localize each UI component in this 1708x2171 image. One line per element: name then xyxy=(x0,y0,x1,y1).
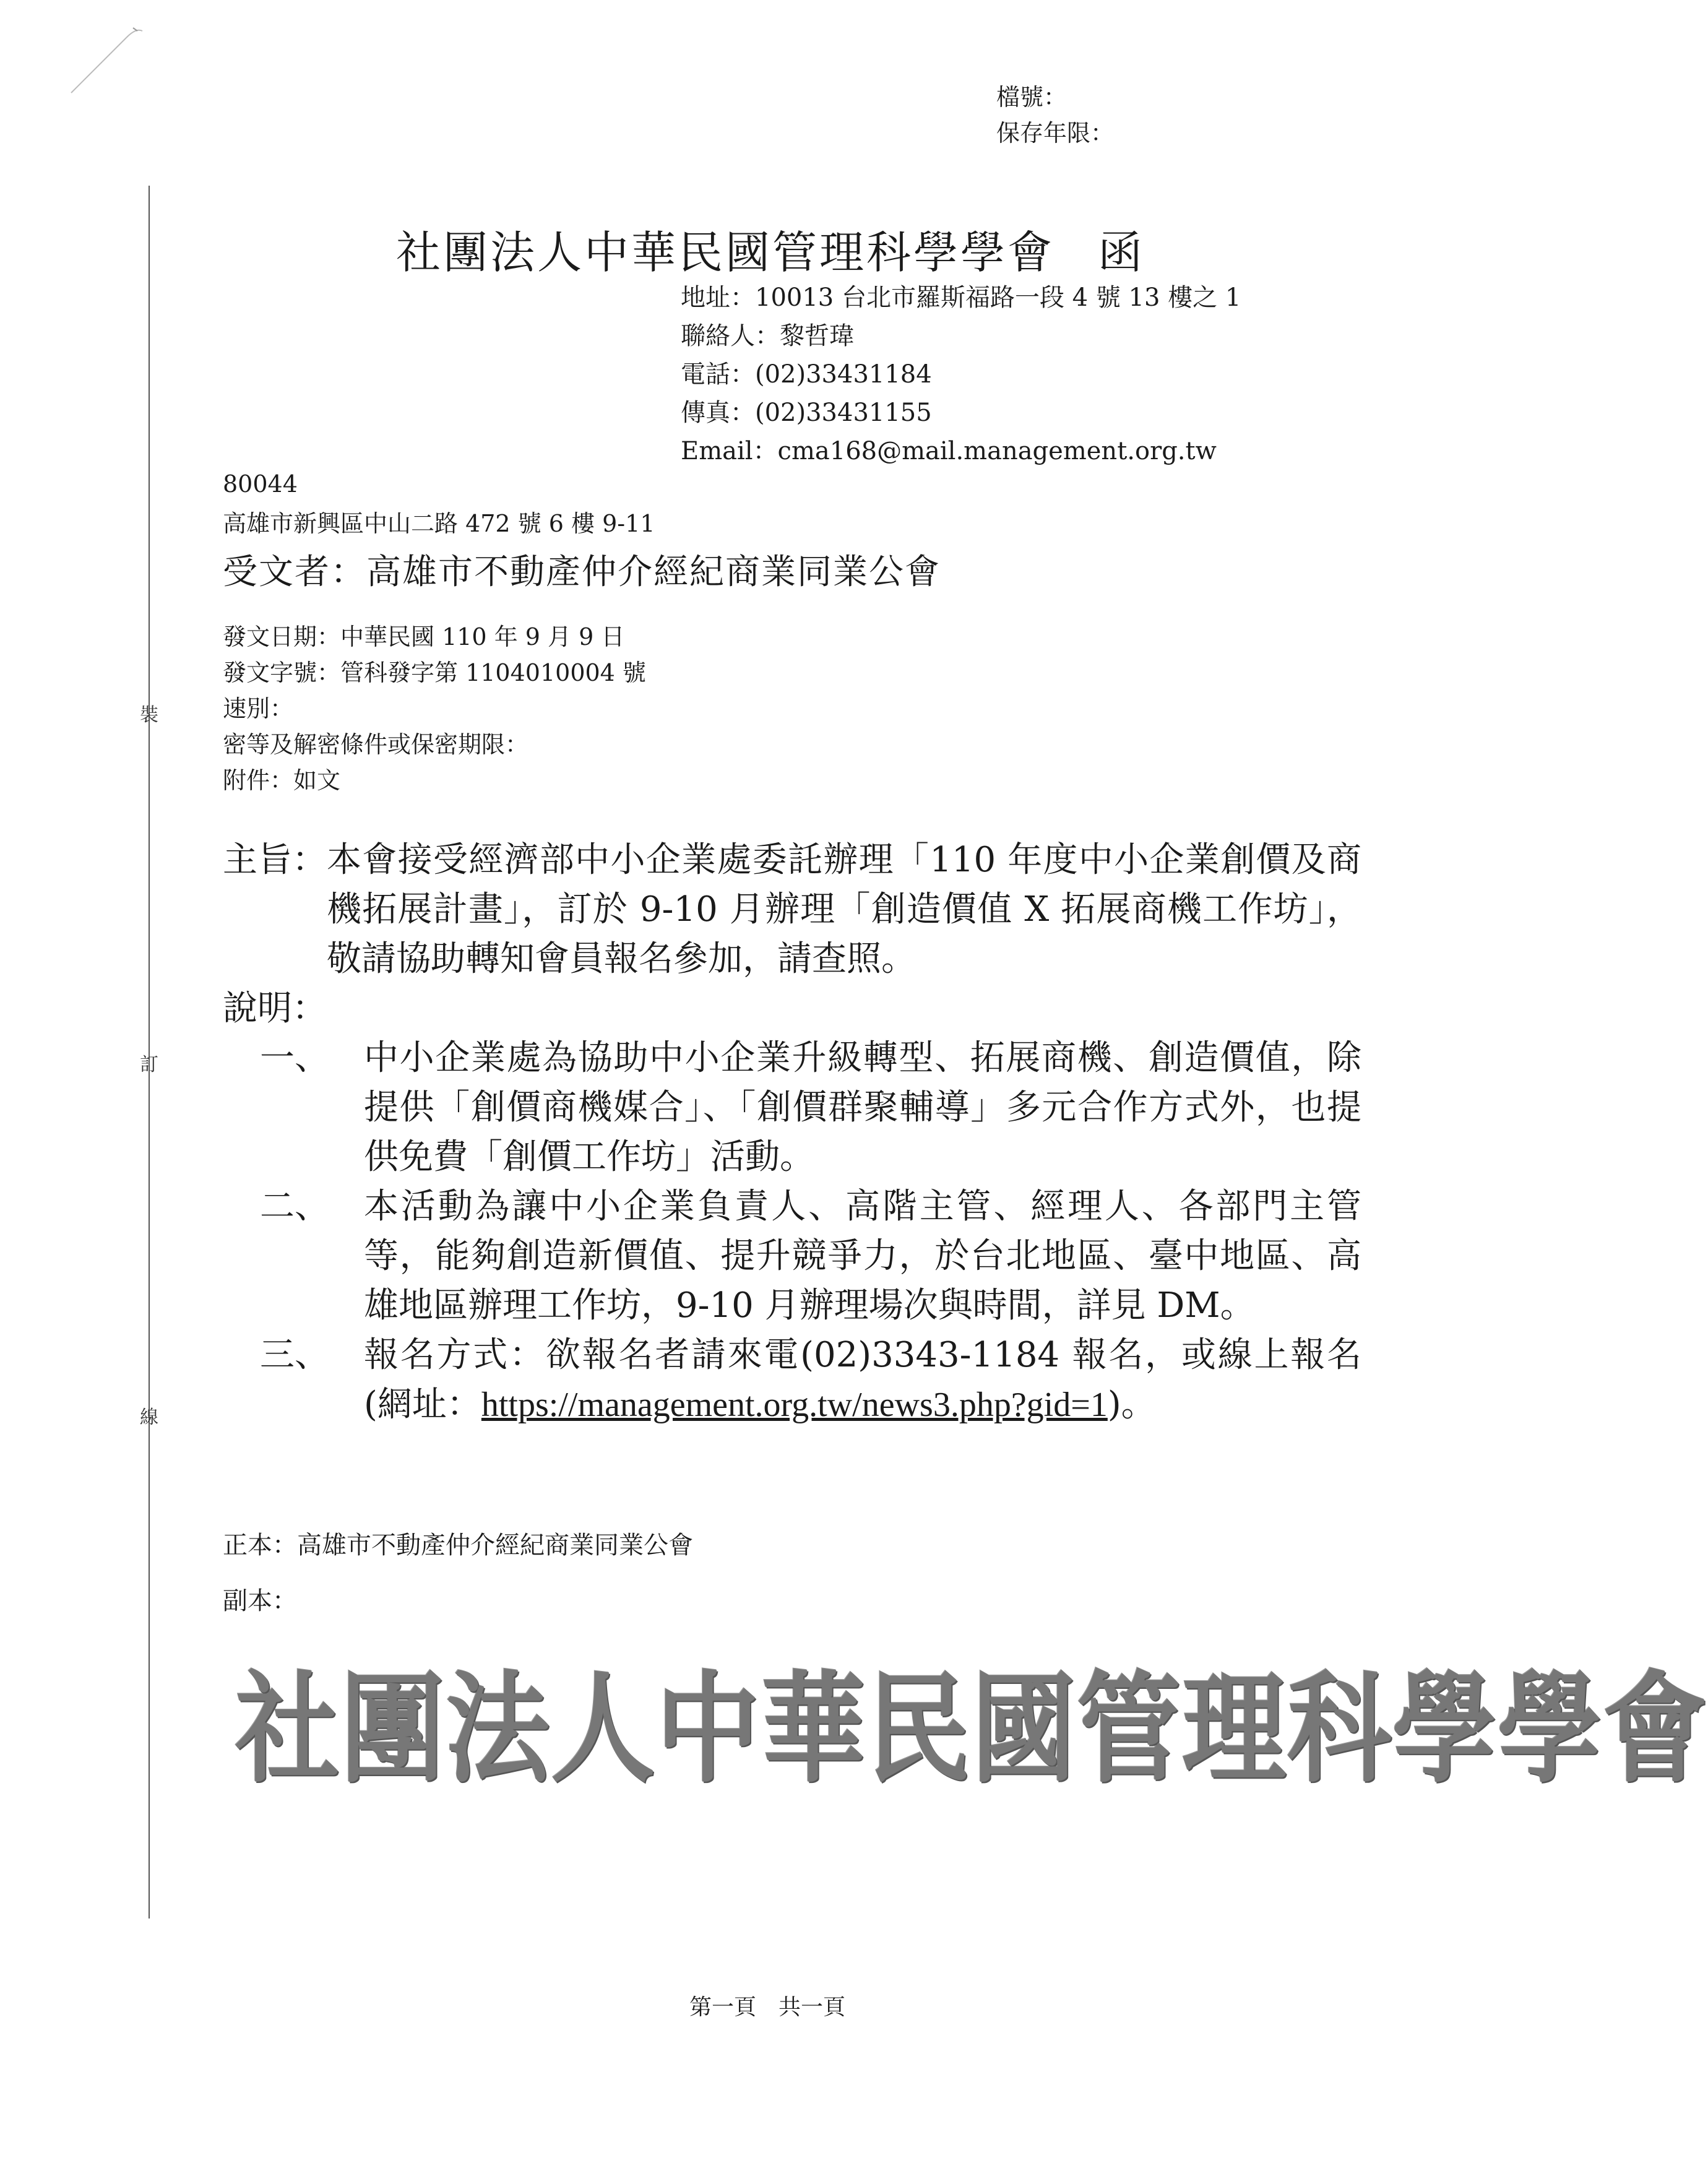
recipient-address: 高雄市新興區中山二路 472 號 6 樓 9-11 xyxy=(223,510,655,537)
sender-info xyxy=(681,278,1241,470)
explain-item-2 xyxy=(260,1182,1361,1331)
sender-phone: 電話：(02)33431184 xyxy=(681,360,932,389)
item-number: 二、 xyxy=(260,1186,329,1227)
retention-period-label: 保存年限： xyxy=(996,119,1114,147)
binding-mark-zhuang: 裝 xyxy=(140,704,158,726)
explain-label: 說明： xyxy=(223,988,327,1029)
recipient-line: 受文者：高雄市不動產仲介經紀商業同業公會 xyxy=(223,552,941,592)
sender-fax: 傳真：(02)33431155 xyxy=(681,399,932,427)
issue-date: 發文日期：中華民國 110 年 9 月 9 日 xyxy=(223,623,625,650)
speed-class: 速別： xyxy=(223,695,294,722)
secrecy-class: 密等及解密條件或保密期限： xyxy=(223,731,529,758)
doc-kind: 函 xyxy=(1098,227,1145,278)
sender-address: 地址：10013 台北市羅斯福路一段 4 號 13 樓之 1 xyxy=(681,283,1241,312)
subject-text: 本會接受經濟部中小企業處委託辦理「110 年度中小企業創價及商機拓展計畫」，訂於 9-10 月辦理「創造價值 X 拓展商機工作坊」，敬請協助轉知會員報名參加，請查照。 xyxy=(327,840,1361,979)
binding-mark-ding: 訂 xyxy=(140,1054,158,1076)
registration-link[interactable]: https://management.org.tw/news3.php?gid=1 xyxy=(481,1386,1108,1424)
subject-paragraph xyxy=(223,835,1361,984)
item-text: 中小企業處為協助中小企業升級轉型、拓展商機、創造價值，除提供「創價商機媒合」、「創價群聚輔導」多元合作方式外，也提供免費「創價工作坊」活動。 xyxy=(364,1038,1361,1177)
file-number-label: 檔號： xyxy=(996,84,1067,111)
explain-item-3 xyxy=(260,1331,1361,1430)
item-number: 一、 xyxy=(260,1038,329,1078)
scan-scribble-mark xyxy=(68,12,167,99)
organization-stamp: 社團法人中華民國管理科學學會 xyxy=(235,1659,1708,1799)
item-text: 本活動為讓中小企業負責人、高階主管、經理人、各部門主管等，能夠創造新價值、提升競爭力，於台北地區、臺中地區、高雄地區辦理工作坊，9-10 月辦理場次與時間，詳見 DM。 xyxy=(364,1186,1361,1326)
original-copy-line: 正本：高雄市不動產仲介經紀商業同業公會 xyxy=(223,1531,693,1560)
cc-copy-line: 副本： xyxy=(223,1587,297,1615)
item-text-after-url: )。 xyxy=(1107,1384,1156,1425)
item-number: 三、 xyxy=(260,1335,329,1375)
file-info xyxy=(996,79,1114,151)
recipient-zip: 80044 xyxy=(223,470,298,498)
item-text-before-url: 報名方式：欲報名者請來電(02)3343-1184 報名，或線上報名(網址： xyxy=(364,1335,1361,1425)
document-title xyxy=(396,217,1145,281)
attachment-line: 附件：如文 xyxy=(223,767,341,794)
org-name: 社團法人中華民國管理科學學會 xyxy=(396,227,1055,278)
document-meta xyxy=(223,619,646,798)
sender-email: Email：cma168@mail.management.org.tw xyxy=(681,437,1217,465)
document-body xyxy=(223,835,1361,1430)
page-number: 第一頁 共一頁 xyxy=(689,1995,845,2020)
explain-item-1 xyxy=(260,1034,1361,1182)
document-number: 發文字號：管科發字第 1104010004 號 xyxy=(223,659,646,686)
sender-contact: 聯絡人：黎哲瑋 xyxy=(681,322,854,350)
binding-mark-xian: 線 xyxy=(140,1407,158,1428)
subject-label: 主旨： xyxy=(223,840,327,880)
